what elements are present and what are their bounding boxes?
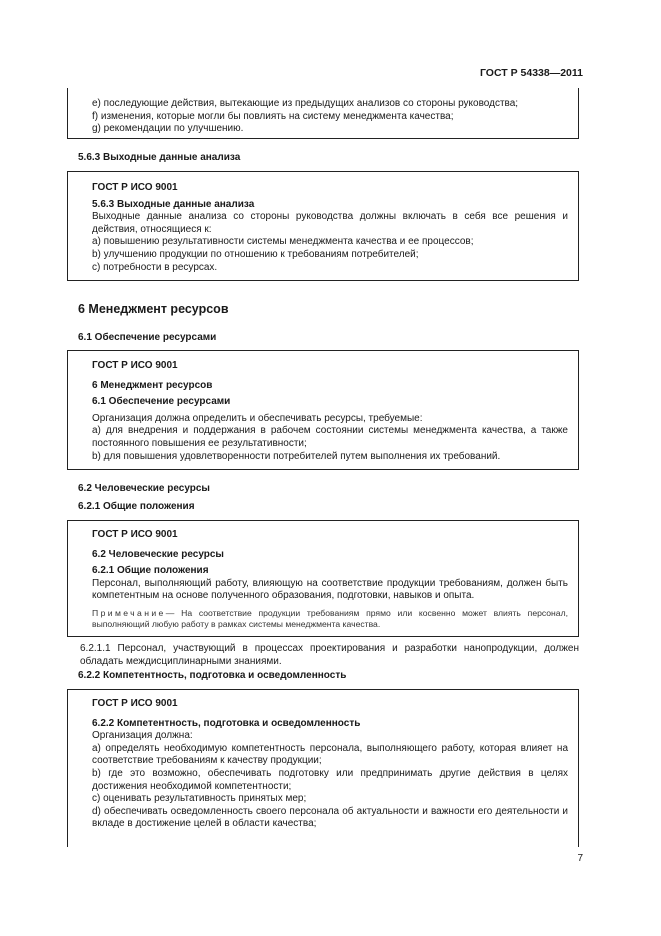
quote-text: Организация должна: (92, 730, 193, 742)
list-item: g) рекомендации по улучшению. (92, 123, 244, 135)
quote-text: Выходные данные анализа со стороны руководства должны включать в себя все решения и действия, относящиеся к: (92, 211, 568, 235)
quote-source: ГОСТ Р ИСО 9001 (92, 529, 178, 540)
list-item: a) для внедрения и поддержания в рабочем состоянии системы менеджмента качества, а также постоянного повышения ее результативности; (92, 425, 568, 449)
list-item: c) потребности в ресурсах. (92, 261, 218, 273)
list-item: c) оценивать результативность принятых мер; (92, 793, 307, 805)
note-label: Примечание (92, 607, 166, 618)
list-item: e) последующие действия, вытекающие из предыдущих анализов со стороны руководства; (92, 98, 519, 109)
list-item: d) обеспечивать осведомленность своего персонала об актуальности и важности его деятельности и вкладе в достижение целей в области качества; (92, 805, 568, 830)
note (79, 608, 568, 630)
quote-source: ГОСТ Р ИСО 9001 (92, 360, 178, 371)
list-item: a) определять необходимую компетентность персонала, выполняющего работу, которая влияет на соответствие требованиям к качеству продукции; (92, 742, 568, 767)
gost-quote-box-6-2-1 (67, 520, 579, 637)
quote-text: Персонал, выполняющий работу, влияющую на соответствие продукции требованиям, должен быть компетентным на основе полученного образования, подготовки, навыков и опыта. (92, 577, 568, 602)
section-heading-6-2: 6.2 Человеческие ресурсы (78, 483, 210, 494)
gost-quote-box-continued (67, 88, 579, 139)
quote-title: 6.1 Обеспечение ресурсами (92, 396, 231, 408)
quote-title: 5.6.3 Выходные данные анализа (92, 198, 255, 210)
section-heading-6-2-1: 6.2.1 Общие положения (78, 501, 195, 512)
quote-title: 6 Менеджмент ресурсов (92, 379, 213, 391)
quote-source: ГОСТ Р ИСО 9001 (92, 698, 178, 709)
quote-source: ГОСТ Р ИСО 9001 (92, 182, 178, 193)
quote-title: 6.2 Человеческие ресурсы (92, 548, 224, 560)
gost-quote-box-6-1 (67, 350, 579, 470)
note-text: — На соответствие продукции требованиям прямо или косвенно может влиять персонал, выполняющий любую работу в рамках системы менеджмента качества. (92, 607, 568, 629)
section-heading-6-2-2: 6.2.2 Компетентность, подготовка и осведомленность (78, 670, 347, 681)
section-heading-5-6-3: 5.6.3 Выходные данные анализа (78, 152, 241, 163)
list-item: b) для повышения удовлетворенности потребителей путем выполнения их требований. (92, 450, 501, 462)
paragraph-text: 6.2.1.1 Персонал, участвующий в процессах проектирования и разработки нанопродукции, должен обладать междисциплинарными знаниями. (80, 643, 579, 667)
page-number: 7 (577, 853, 583, 864)
section-heading-6: 6 Менеджмент ресурсов (78, 302, 229, 316)
quote-title: 6.2.1 Общие положения (92, 565, 209, 577)
list-item: b) где это возможно, обеспечивать подготовку или предпринимать другие действия в целях достижения необходимой компетентности; (92, 767, 568, 792)
list-item: b) улучшению продукции по отношению к требованиям потребителей; (92, 248, 419, 260)
gost-quote-box-5-6-3 (67, 171, 579, 281)
document-id-header: ГОСТ Р 54338—2011 (479, 67, 583, 79)
paragraph-6-2-1-1 (67, 643, 579, 668)
list-item: f) изменения, которые могли бы повлиять на систему менеджмента качества; (92, 110, 454, 122)
quote-text: Организация должна определить и обеспечивать ресурсы, требуемые: (92, 412, 423, 424)
gost-quote-box-6-2-2 (67, 689, 579, 847)
list-item: a) повышению результативности системы менеджмента качества и ее процессов; (92, 236, 474, 248)
section-heading-6-1: 6.1 Обеспечение ресурсами (78, 332, 217, 343)
quote-title: 6.2.2 Компетентность, подготовка и осведомленность (92, 717, 361, 729)
